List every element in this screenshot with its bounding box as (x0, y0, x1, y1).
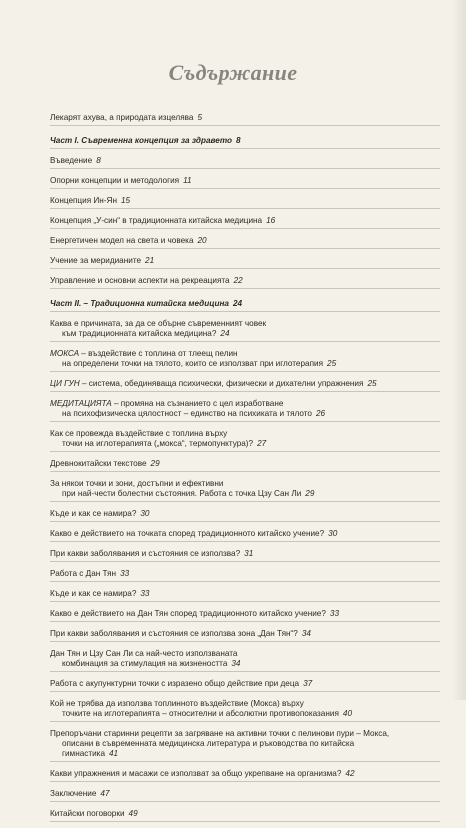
toc-entry-continuation: точките на иглотерапията – относителни и абсолютни противопоказания 40 (62, 709, 353, 718)
toc-entry (50, 728, 440, 762)
toc-entry-text: Китайски поговорки (50, 809, 125, 818)
toc-entry (50, 255, 440, 269)
toc-page-number: 37 (303, 679, 313, 688)
toc-page-number: 26 (315, 409, 326, 418)
toc-entry (50, 508, 440, 522)
toc-page-number: 8 (96, 156, 101, 165)
toc-entry-text: Управление и основни аспекти на рекреацията (50, 276, 230, 285)
toc-page-number: 11 (183, 176, 192, 185)
toc-entry (50, 348, 440, 372)
toc-entry-text: Къде и как се намира? (50, 509, 137, 518)
toc-entry-text: При какви заболявания и състояния се използва? (50, 549, 241, 558)
toc-entry (50, 608, 440, 622)
toc-page-number: 33 (329, 609, 340, 618)
toc-entry (50, 112, 440, 126)
toc-entry-text: Енергетичен модел на света и човека (50, 236, 194, 245)
toc-entry (50, 175, 440, 189)
toc-page-number: 33 (140, 589, 150, 598)
toc-page-number: 20 (197, 236, 207, 245)
toc-page-number: 33 (120, 569, 130, 578)
toc-entry-text: Лекарят ахува, а природата изцелява (50, 113, 194, 122)
toc-entry (50, 275, 440, 289)
toc-page-number: 49 (128, 809, 138, 818)
toc-part-heading (50, 135, 440, 149)
toc-page-number: 25 (367, 379, 377, 388)
toc-page-number: 24 (220, 329, 230, 338)
toc-entry-lead: МЕДИТАЦИЯТА (50, 399, 112, 408)
table-of-contents (50, 112, 440, 828)
toc-entry (50, 235, 440, 249)
toc-entry (50, 458, 440, 472)
toc-entry (50, 428, 440, 452)
toc-entry (50, 195, 440, 209)
toc-entry-text: Работа с акупунктурни точки с изразено общо действие при деца (50, 679, 300, 688)
toc-entry-continuation: описани в съвременната медицинска литература и ръководства по китайска (62, 739, 355, 748)
toc-entry-text: Дан Тян и Цзу Сан Ли са най-често използваната (50, 649, 238, 658)
toc-entry-continuation: точки на иглотерапията („мокса“, термопунктура)? 27 (62, 439, 267, 448)
toc-entry-text: Къде и как се намира? (50, 589, 137, 598)
toc-entry (50, 588, 440, 602)
toc-page-number: 27 (257, 439, 267, 448)
toc-entry (50, 628, 440, 642)
toc-entry (50, 648, 440, 672)
toc-page-number: 34 (231, 659, 241, 668)
toc-entry (50, 678, 440, 692)
toc-page-number: 41 (109, 749, 119, 758)
toc-entry-text: При какви заболявания и състояния се използва зона „Дан Тян“? (50, 629, 298, 638)
toc-page-number: 29 (150, 459, 160, 468)
toc-entry-text: Въведение (50, 156, 93, 165)
toc-page-number: 47 (100, 789, 110, 798)
toc-entry-continuation: на определени точки на тялото, които се използват при иглотерапия 25 (62, 359, 337, 368)
toc-entry-text: Каква е причината, за да се обърне съвременният човек (50, 319, 267, 328)
toc-entry-text: Как се провежда въздействие с топлина върху (50, 429, 228, 438)
toc-entry (50, 155, 440, 169)
toc-entry-continuation: към традиционната китайска медицина? 24 (62, 329, 230, 338)
toc-entry (50, 698, 440, 722)
toc-page-number: 5 (197, 113, 203, 122)
toc-entry-text: Кой не трябва да използва топлинното въздействие (Мокса) върху (50, 699, 304, 708)
toc-entry (50, 568, 440, 582)
toc-entry-text: Учение за меридианите (50, 256, 142, 265)
toc-entry-text: Част II. – Традиционна китайска медицина (50, 299, 229, 308)
toc-entry-continuation: на психофизическа цялостност – единство на психиката и тялото 26 (62, 409, 326, 418)
toc-page-number: 40 (342, 709, 353, 718)
toc-entry (50, 548, 440, 562)
toc-entry (50, 808, 440, 822)
toc-entry (50, 528, 440, 542)
toc-page-number: 30 (328, 529, 338, 538)
toc-page-number: 8 (236, 136, 241, 145)
toc-page-number: 24 (233, 299, 243, 308)
toc-entry-text: – въздействие с топлина от тлеещ пелин (79, 349, 238, 358)
toc-page-number: 42 (345, 769, 355, 778)
toc-entry-text: За някои точки и зони, достъпни и ефективни (50, 479, 224, 488)
toc-page-number: 22 (233, 276, 243, 285)
toc-entry-text: Препоръчани старинни рецепти за загряване на активни точки с пелинови пури – Мокса, (50, 729, 390, 738)
toc-part-heading (50, 298, 440, 312)
toc-entry-lead: ЦИ ГУН (50, 379, 80, 388)
toc-page-number: 30 (140, 509, 150, 518)
toc-entry-text: – система, обединяваща психически, физически и дихателни упражнения (79, 379, 364, 388)
toc-entry-text: Древнокитайски текстове (50, 459, 147, 468)
toc-entry-continuation: гимнастика 41 (62, 749, 119, 758)
toc-page-number: 21 (145, 256, 155, 265)
toc-entry (50, 215, 440, 229)
toc-entry-text: Част I. Съвременна концепция за здравето (50, 136, 232, 145)
toc-entry (50, 318, 440, 342)
toc-page-number: 29 (305, 489, 315, 498)
page-edge-shadow (452, 0, 466, 700)
toc-entry-lead: МОКСА (50, 349, 80, 358)
toc-page-number: 31 (244, 549, 254, 558)
toc-entry (50, 768, 440, 782)
toc-entry (50, 398, 440, 422)
page-title: Съдържание (168, 60, 298, 85)
toc-page-number: 16 (266, 216, 276, 225)
toc-entry (50, 378, 440, 392)
toc-entry-text: Опорни концепции и методология (50, 176, 180, 185)
toc-entry (50, 788, 440, 802)
toc-entry-text: Какви упражнения и масажи се използват за общо укрепване на организма? (50, 769, 342, 778)
toc-page-number: 15 (120, 196, 131, 205)
toc-entry-text: Работа с Дан Тян (50, 569, 117, 578)
toc-entry (50, 478, 440, 502)
toc-entry-text: Концепция Ин-Ян (50, 196, 117, 205)
toc-entry-text: Концепция „У-син“ в традиционната китайска медицина (50, 216, 263, 225)
toc-entry-text: – промяна на съзнанието с цел изработване (111, 399, 284, 408)
toc-page-number: 25 (327, 359, 337, 368)
toc-entry-continuation: при най-чести болестни състояния. Работа с точка Цзу Сан Ли 29 (62, 489, 315, 498)
toc-entry-text: Какво е действието на Дан Тян според традиционното китайско учение? (50, 609, 326, 618)
toc-page-number: 34 (301, 629, 311, 638)
toc-entry-text: Заключение (50, 789, 97, 798)
toc-entry-text: Какво е действието на точката според традиционното китайско учение? (50, 529, 325, 538)
toc-entry-continuation: комбинация за стимулация на жизнеността 34 (62, 659, 241, 668)
